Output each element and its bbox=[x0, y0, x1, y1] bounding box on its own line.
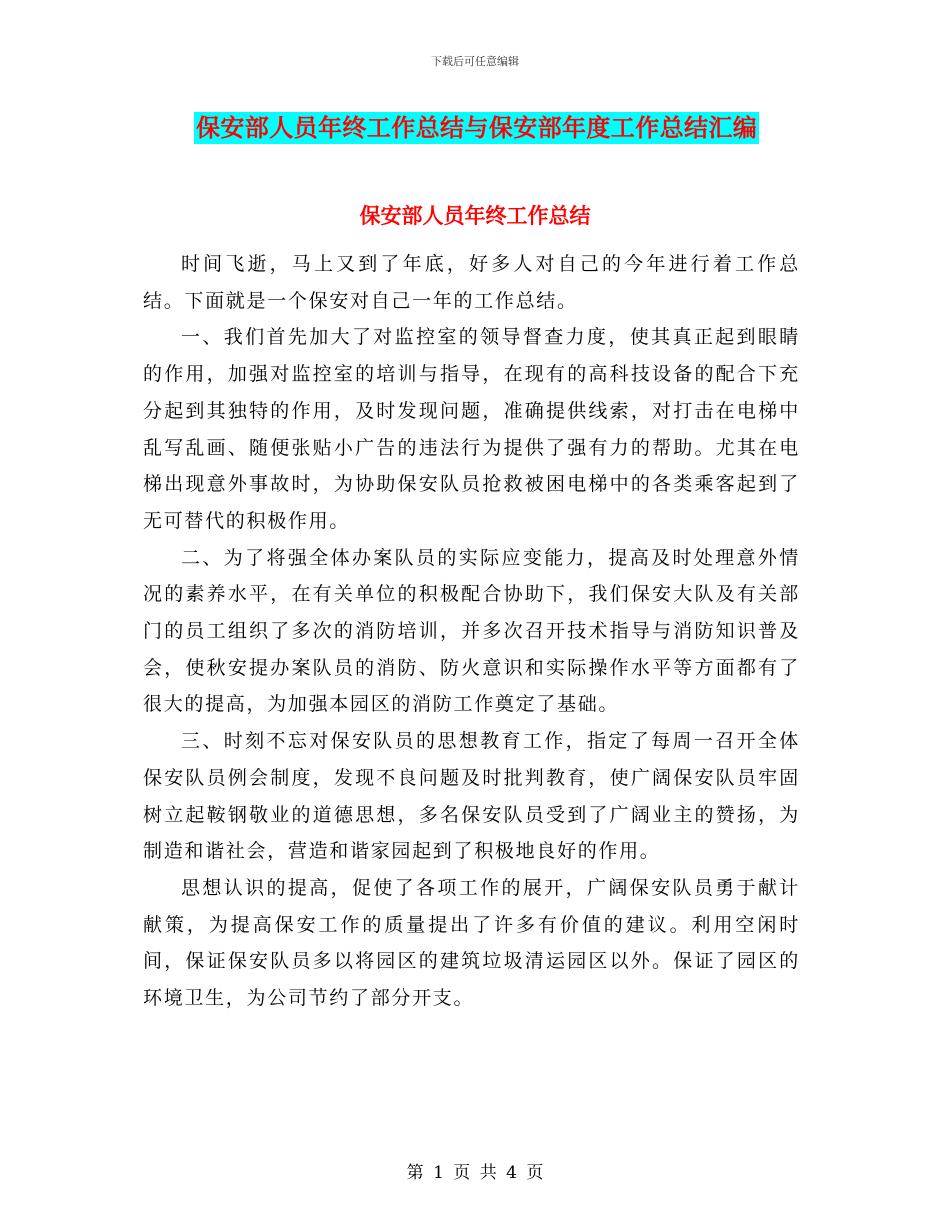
page-footer: 第 1 页 共 4 页 bbox=[406, 1163, 544, 1183]
paragraph-fire-training: 二、为了将强全体办案队员的实际应变能力，提高及时处理意外情况的素养水平，在有关单位的积极配合协助下，我们保安大队及有关部门的员工组织了多次的消防培训，并多次召开技术指导与消防知识普及会，使秋安提办案队员的消防、防火意识和实际操作水平等方面都有了很大的提高，为加强本园区的消防工作奠定了基础。 bbox=[143, 546, 800, 716]
document-body bbox=[143, 246, 800, 1017]
document-title: 保安部人员年终工作总结与保安部年度工作总结汇编 bbox=[196, 114, 758, 142]
paragraph-suggestions: 思想认识的提高，促使了各项工作的展开，广阔保安队员勇于献计献策，为提高保安工作的质量提出了许多有价值的建议。利用空闲时间，保证保安队员多以将园区的建筑垃圾清运园区以外。保证了园区的环境卫生，为公司节约了部分开支。 bbox=[143, 876, 800, 1010]
section-title: 保安部人员年终工作总结 bbox=[359, 204, 591, 228]
paragraph-intro: 时间飞逝，马上又到了年底，好多人对自己的今年进行着工作总结。下面就是一个保安对自己一年的工作总结。 bbox=[143, 253, 800, 312]
paragraph-monitoring: 一、我们首先加大了对监控室的领导督查力度，使其真正起到眼睛的作用，加强对监控室的培训与指导，在现有的高科技设备的配合下充分起到其独特的作用，及时发现问题，准确提供线索，对打击在电梯中乱写乱画、随便张贴小广告的违法行为提供了强有力的帮助。尤其在电梯出现意外事故时，为协助保安队员抢救被困电梯中的各类乘客起到了无可替代的积极作用。 bbox=[143, 326, 800, 532]
page-header: 下载后可任意编辑 bbox=[431, 55, 519, 68]
paragraph-education: 三、时刻不忘对保安队员的思想教育工作，指定了每周一召开全体保安队员例会制度，发现不良问题及时批判教育，使广阔保安队员牢固树立起鞍钢敬业的道德思想，多名保安队员受到了广阔业主的赞扬，为制造和谐社会，营造和谐家园起到了积极地良好的作用。 bbox=[143, 730, 800, 863]
